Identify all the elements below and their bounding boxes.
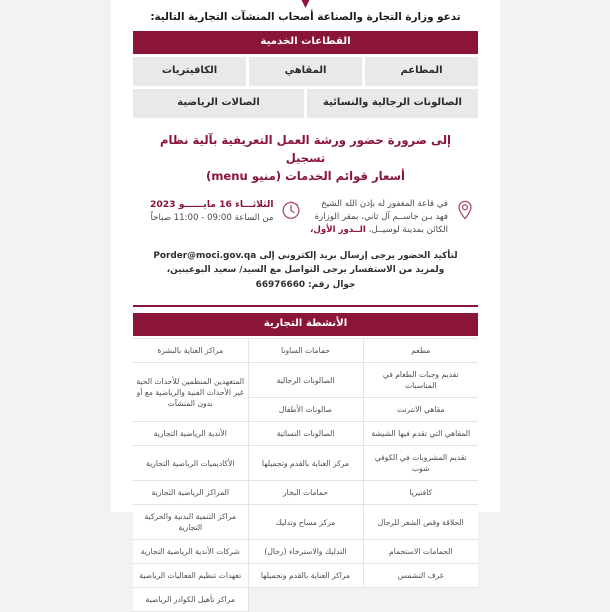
table-cell-empty (363, 588, 478, 612)
intro-text: تدعو وزارة التجارة والصناعة أصحاب المنشآت التجارية التالية: (150, 11, 461, 23)
activity-cell: المقاهي التي تقدم فيها الشيشة (363, 422, 478, 446)
table-row (133, 505, 478, 540)
document-page (111, 0, 500, 605)
location-line-3-plain: الكائن بمدينة لوسيــل، (365, 224, 448, 235)
activity-cell: الصالونات النسائية (248, 422, 363, 446)
activity-cell: مركز مساج وتدليك (248, 505, 363, 540)
activity-cell: التدليك والاسترخاء (رجال) (248, 540, 363, 564)
event-datetime-text (150, 198, 274, 225)
activity-cell: تقديم المشروبات في الكوفي شوب (363, 446, 478, 481)
contact-line-1-prefix: لتأكيد الحضور يرجى إرسال بريد إلكتروني إلى (256, 250, 458, 261)
activity-cell: المتعهدين المنظمين للأحداث الحية غير الأحداث الفنية والرياضية مع أو بدون المنشآت (133, 363, 248, 422)
activity-cell: مراكز التنمية البدنية والحركية التجارية (133, 505, 248, 540)
service-sector-chip: الصالات الرياضية (133, 89, 304, 118)
map-pin-icon (454, 199, 476, 221)
table-row (133, 564, 478, 588)
contact-phone-label: جوال رقم: (305, 279, 356, 290)
activity-cell: حمامات البخار (248, 481, 363, 505)
activities-table (133, 338, 478, 612)
contact-phone-number[interactable]: 66976660 (255, 279, 306, 290)
table-row (133, 540, 478, 564)
activity-cell: كافتيريا (363, 481, 478, 505)
activity-cell: تعهدات تنظيم الفعاليات الرياضية (133, 564, 248, 588)
workshop-headline (133, 118, 478, 196)
activity-cell: الأكاديميات الرياضية التجارية (133, 446, 248, 481)
table-row (133, 339, 478, 363)
headline-line-1: إلى ضرورة حضور ورشة العمل التعريفية بآلية نظام تسجيل (159, 133, 452, 166)
table-row (133, 588, 478, 612)
event-datetime-block (135, 198, 302, 225)
event-time: من الساعة 09:00 - 11:00 صباحاً (150, 212, 274, 223)
contact-email[interactable]: Porder@moci.gov.qa (153, 250, 257, 261)
location-line-1: في قاعة المغفور له بإذن الله الشيخ (321, 199, 448, 210)
contact-line-2: ولمزيد من الاستفسار يرجى التواصل مع السيد/ سعيد البوعينين، (166, 265, 445, 276)
activity-cell: غرف التشمس (363, 564, 478, 588)
activity-cell: الصالونات الرجالية (248, 363, 363, 398)
section-divider (133, 305, 478, 307)
activities-header: الأنشطة التجارية (133, 313, 478, 336)
activity-cell: مراكز العناية بالقدم وتجميلها (248, 564, 363, 588)
activity-cell: تقديم وجبات الطعام في المناسبات (363, 363, 478, 398)
activity-cell: الحلاقة وقص الشعر للرجال (363, 505, 478, 540)
service-sectors-header: القطاعات الخدمية (133, 31, 478, 54)
service-sector-chip: الكافيتريات (133, 57, 246, 86)
activity-cell: الحمامات الاستحمام (363, 540, 478, 564)
activity-cell: شركات الأندية الرياضية التجارية (133, 540, 248, 564)
activity-cell: حمامات الساونا (248, 339, 363, 363)
activity-cell: مراكز العناية بالبشرة (133, 339, 248, 363)
event-date: الثلاثـــاء 16 مايــــــو 2023 (149, 199, 274, 211)
activities-table-body (133, 339, 478, 612)
location-floor: الــدور الأول، (310, 224, 366, 235)
contact-instructions (133, 237, 478, 301)
activity-cell: المراكز الرياضية التجارية (133, 481, 248, 505)
service-sector-chip: الصالونات الرجالية والنسائية (307, 89, 478, 118)
service-sectors-chip-grid (133, 57, 478, 118)
table-row (133, 481, 478, 505)
activity-cell: مطعم (363, 339, 478, 363)
table-cell-empty (248, 588, 363, 612)
activities-table-wrap (133, 338, 478, 612)
service-sector-chip: المطاعم (365, 57, 478, 86)
activity-cell: صالونات الأطفال (248, 398, 363, 422)
event-location-text (310, 198, 448, 237)
table-row (133, 363, 478, 398)
event-location-block (310, 198, 477, 237)
activity-cell: الأندية الرياضية التجارية (133, 422, 248, 446)
location-line-2: فهد بـن جاســم آل ثاني، بمقر الوزارة (314, 212, 448, 223)
clock-icon (280, 199, 302, 221)
table-row (133, 446, 478, 481)
activity-cell: مركز العناية بالقدم وتجميلها (248, 446, 363, 481)
event-info-row (133, 196, 478, 237)
headline-line-2: أسعار قوائم الخدمات (منيو menu) (206, 169, 405, 184)
activity-cell: مقاهي الانترنت (363, 398, 478, 422)
table-row (133, 422, 478, 446)
service-sector-chip: المقاهي (249, 57, 362, 86)
location-line-3 (310, 224, 448, 237)
activity-cell: مراكز تأهيل الكوادر الرياضية (133, 588, 248, 612)
